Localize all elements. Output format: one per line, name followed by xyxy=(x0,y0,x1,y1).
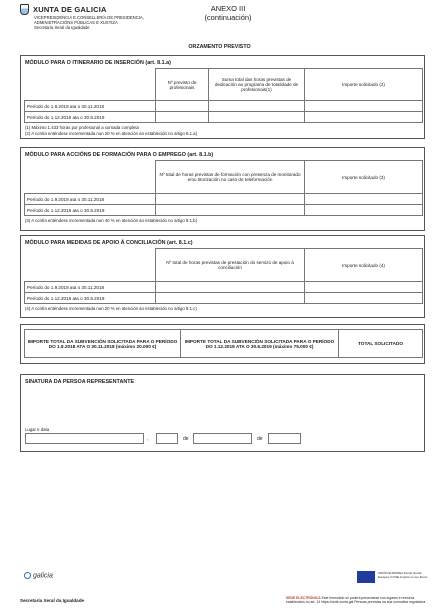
module3-row1-label: Período do 1.9.2018 ata o 30.11.2018 xyxy=(25,282,156,293)
module3-row2-hours-input[interactable] xyxy=(156,293,305,304)
day-input[interactable] xyxy=(156,433,178,444)
module2-table xyxy=(24,160,423,216)
sede-text: Este formulario só poderá presentarse nos lugares e rexistros establecidos no art. 14 https://sede.xunta.gal Persoas previstas na súa normativa reguladora xyxy=(286,596,426,605)
module2-corner xyxy=(25,161,156,194)
module3-title: MÓDULO PARA MEDIDAS DE APOIO Á CONCILIACIÓN (art. 8.1.c) xyxy=(25,240,193,246)
sede-label: SEDE ELECTRÓNICA xyxy=(286,596,321,600)
page-title: ORZAMENTO PREVISTO xyxy=(188,44,251,50)
module3-row1-hours-input[interactable] xyxy=(156,282,305,293)
module2-row1-hours-input[interactable] xyxy=(156,194,305,205)
total-period2-cell[interactable]: IMPORTE TOTAL DA SUBVENCIÓN SOLICITADA PARA O PERÍODO DO 1.12.2018 ATA O 30.6.2019 (máximo 75.000 €) xyxy=(181,330,339,358)
module1-row1-professionals-input[interactable] xyxy=(156,101,209,112)
module2-row2-label: Período do 1.12.2018 ata o 30.6.2019 xyxy=(25,205,156,216)
module1-col-professionals: Nº previsto de profesionais xyxy=(156,69,209,101)
org-sub-2: ADMINISTRACIÓNS PÚBLICAS E XUSTIZA xyxy=(34,20,118,25)
module-conciliation-section xyxy=(20,235,425,318)
annex-number: ANEXO III xyxy=(210,4,246,13)
month-input[interactable] xyxy=(193,433,252,444)
module1-row2-hours-input[interactable] xyxy=(209,112,305,123)
org-name: XUNTA DE GALICIA xyxy=(33,5,107,14)
module1-row1-label: Período do 1.9.2018 ata o 30.11.2018 xyxy=(25,101,156,112)
place-date-label: Lugar e data xyxy=(25,427,50,432)
galicia-crest-icon xyxy=(20,4,29,15)
eu-text: UNIÓN EUROPEA Fondo Social Europeo O FSE invierte no teu futuro xyxy=(378,571,428,579)
totals-table xyxy=(24,329,423,358)
galicia-brand-text: galicia xyxy=(33,572,53,580)
module1-note1: (1) Máximo 1.433 horas por profesional a xornada completa xyxy=(25,125,139,130)
module2-row1-amount-input[interactable] xyxy=(305,194,423,205)
module2-title: MÓDULO PARA ACCIÓNS DE FORMACIÓN PARA O EMPREGO (art. 8.1.b) xyxy=(25,152,214,158)
module2-row2-hours-input[interactable] xyxy=(156,205,305,216)
totals-section xyxy=(20,324,425,364)
place-input[interactable] xyxy=(25,433,144,444)
module1-row2-amount-input[interactable] xyxy=(305,112,423,123)
module1-row1-hours-input[interactable] xyxy=(209,101,305,112)
de-separator-2: de xyxy=(257,436,263,442)
module1-row2-professionals-input[interactable] xyxy=(156,112,209,123)
module1-corner xyxy=(25,69,156,101)
module3-table xyxy=(24,248,423,304)
signature-title: SINATURA DA PERSOA REPRESENTANTE xyxy=(25,379,135,385)
module2-col-hours: Nº total de horas previstas de formación con presenza de monitorado e/ou titorización no caso de teleformación xyxy=(156,161,305,194)
module1-col-hours: Suma total das horas previstas de dedicación ao programa de totalidade de profesionais(1) xyxy=(209,69,305,101)
de-separator-1: de xyxy=(183,436,189,442)
org-secretaria: Secretaría Xeral da Igualdade xyxy=(34,25,90,30)
footer-sede xyxy=(286,596,426,605)
module2-note: (3) A contía enténdese incrementada nun 40 % en atención ao establecido no artigo 8.1.b) xyxy=(25,218,197,223)
module3-col-amount: Importe solicitado (4) xyxy=(305,249,423,282)
module2-row1-label: Período do 1.9.2018 ata o 30.11.2018 xyxy=(25,194,156,205)
year-input[interactable] xyxy=(268,433,301,444)
module1-note2: (2) A contía enténdese incrementada nun 20 % en atención ao establecido no artigo 8.1.a) xyxy=(25,130,197,136)
annex-continuation: (continuación) xyxy=(204,13,252,22)
module3-corner xyxy=(25,249,156,282)
module1-row2-label: Período do 1.12.2018 ata o 30.6.2019 xyxy=(25,112,156,123)
module2-row2-amount-input[interactable] xyxy=(305,205,423,216)
module3-note: (4) A contía enténdese incrementada nun 20 % en atención ao establecido no artigo 8.1.c) xyxy=(25,306,197,311)
comma-separator: , xyxy=(147,436,149,442)
module3-col-hours: Nº total de horas previstas de prestación do servizo de apoio á conciliación xyxy=(156,249,305,282)
xunta-logo-block xyxy=(20,4,170,30)
annex-heading xyxy=(188,4,268,22)
eu-flag-icon xyxy=(357,571,375,583)
signature-section xyxy=(20,374,425,452)
total-requested-cell[interactable]: TOTAL SOLICITADO xyxy=(339,330,423,358)
module1-title: MÓDULO PARA O ITINERARIO DE INSERCIÓN (art. 8.1.a) xyxy=(25,60,171,66)
footer-secretaria: Secretaría Xeral da Igualdade xyxy=(20,598,85,603)
module1-table xyxy=(24,68,423,123)
module1-col-amount: Importe solicitado (2) xyxy=(305,69,423,101)
module3-row2-amount-input[interactable] xyxy=(305,293,423,304)
galicia-brand xyxy=(24,572,53,579)
module-training-section xyxy=(20,147,425,231)
module1-row1-amount-input[interactable] xyxy=(305,101,423,112)
total-period1-cell[interactable]: IMPORTE TOTAL DA SUBVENCIÓN SOLICITADA PARA O PERÍODO DO 1.9.2018 ATA O 30.11.2018 (máximo 20.000 €) xyxy=(25,330,181,358)
module3-row2-label: Período do 1.12.2018 ata o 30.6.2019 xyxy=(25,293,156,304)
module-itinerary-section xyxy=(20,55,425,139)
galicia-logo-icon xyxy=(24,572,31,579)
org-sub-1: VICEPRESIDENCIA E CONSELLERÍA DE PRESIDENCIA, xyxy=(34,15,144,20)
module2-col-amount: Importe solicitado (3) xyxy=(305,161,423,194)
module3-row1-amount-input[interactable] xyxy=(305,282,423,293)
